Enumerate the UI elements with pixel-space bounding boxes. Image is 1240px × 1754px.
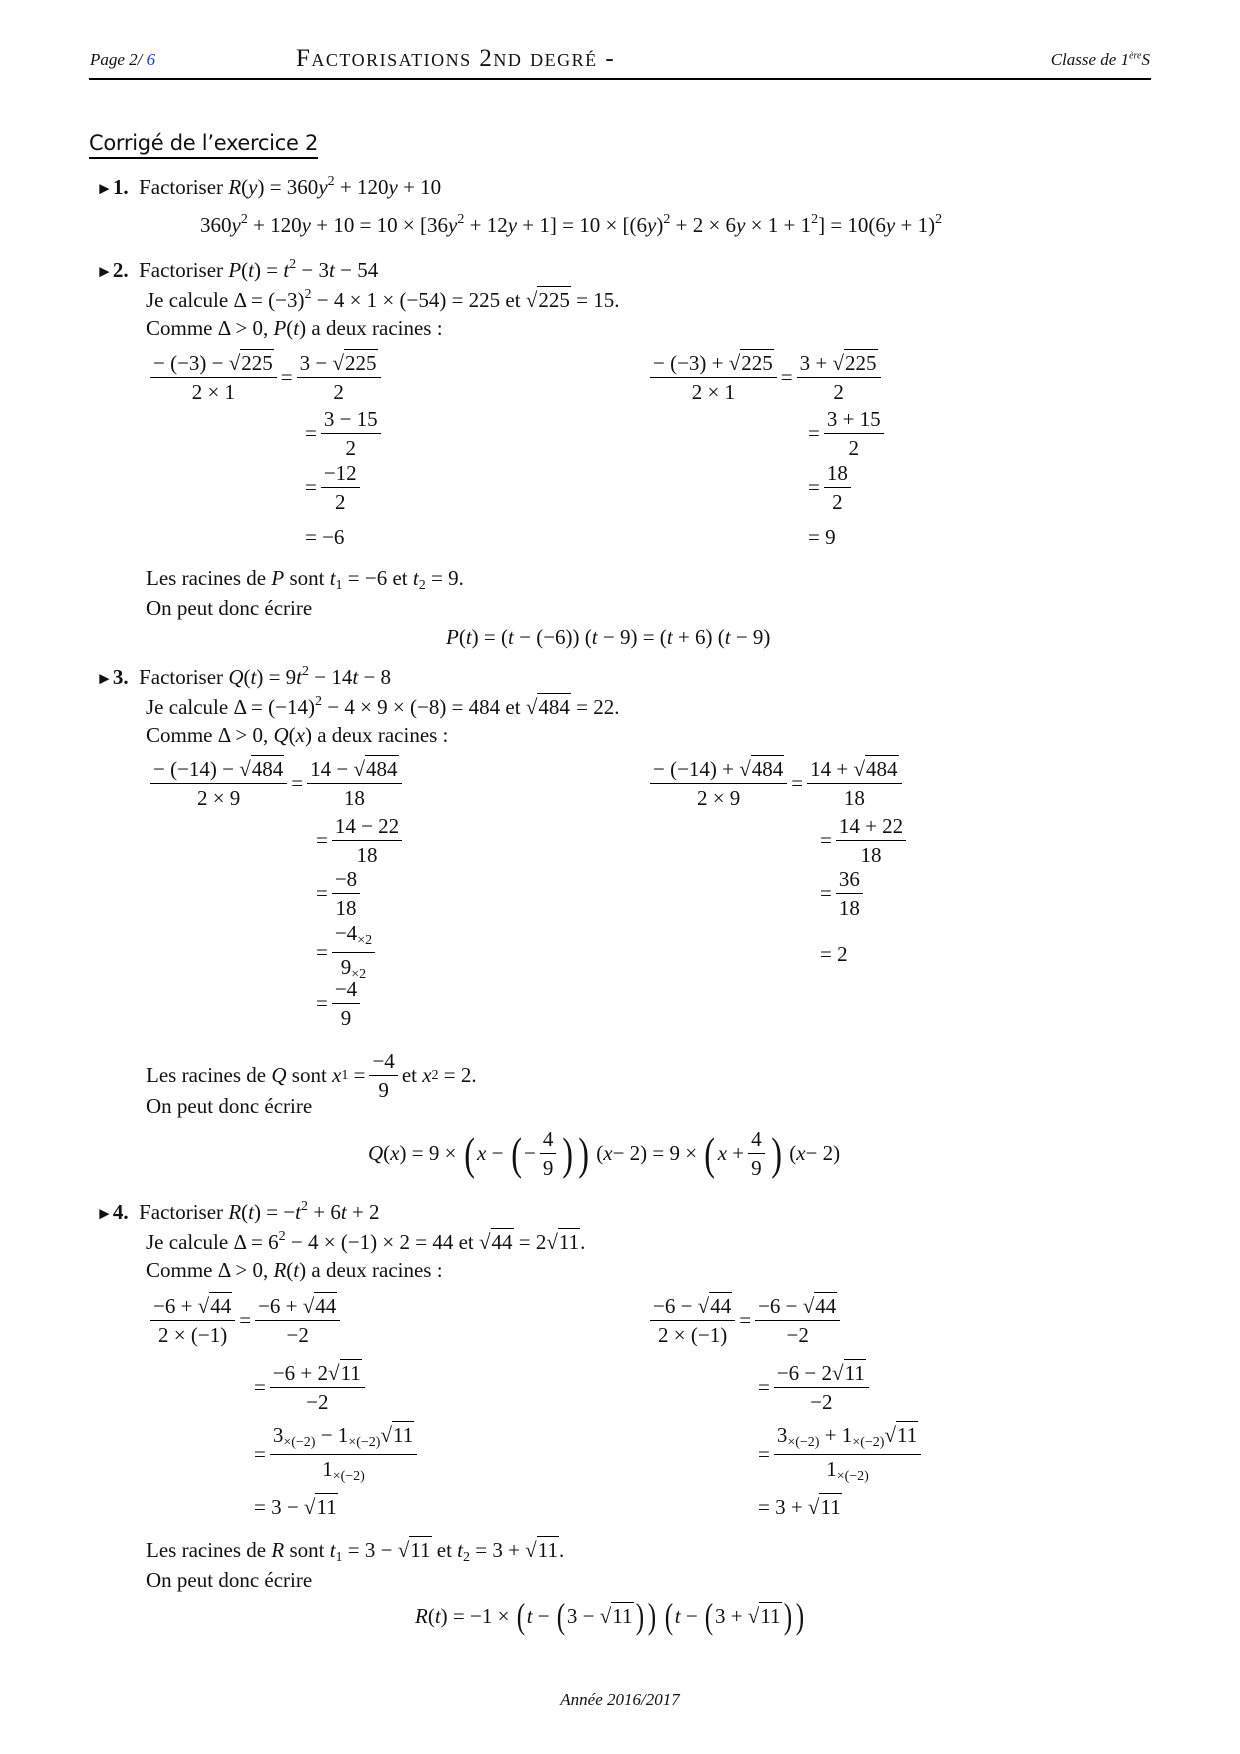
page-number: Page 2/ 6 <box>90 50 156 69</box>
item-2-root1-step: $\frac{- (-3) - √225}{2 \times 1}$ = $\frac{3 - √225}{2}$ <box>146 352 385 403</box>
item-3-root2-result: = 2 <box>820 942 848 966</box>
item-4-root1-step: = $\frac{-6 + 2√11}{-2}$ <box>254 1362 369 1413</box>
item-1-statement: ►1. Factoriser $R(y) = 360y^2 + 120y + 10$ <box>96 174 442 199</box>
page-total-link[interactable]: 6 <box>146 50 156 69</box>
item-3-result: Q ( x ) = 9 × ( x − ( − $\frac{4}{9}$ ) ) ( x − 2) = 9 × ( x + $\frac{4}{9}$ ) ( x − 2) <box>368 1127 841 1181</box>
item-3-root2-step: = $\frac{14 + 22}{18}$ <box>820 815 910 866</box>
item-3-root2-step: = $\frac{36}{18}$ <box>820 868 867 919</box>
triangle-bullet-icon: ► <box>96 262 113 281</box>
item-3-root1-step: = $\frac{14 - 22}{18}$ <box>316 815 406 866</box>
footer-year: Année 2016/2017 <box>560 1690 680 1709</box>
class-label: Classe de 1èreS <box>1050 50 1150 69</box>
item-3-root1-result: = $\frac{-4}{9}$ <box>316 978 364 1029</box>
item-3-root1-step: $\frac{- (-14) - √484}{2 \times 9}$ = $\frac{14 - √484}{18}$ <box>146 758 406 809</box>
item-3-statement: ►3. Factoriser $Q(t) = 9t^2 - 14t - 8$ <box>96 664 392 689</box>
item-4-root1-result: = 3 − √ 11 <box>254 1495 337 1519</box>
item-3-root1-step: = $\frac{-4_{\times 2}}{9_{\times 2}}$ <box>316 922 379 982</box>
item-2-conclusion-intro: On peut donc écrire <box>146 596 313 620</box>
triangle-bullet-icon: ► <box>96 179 113 198</box>
item-3-conclusion-intro: On peut donc écrire <box>146 1094 313 1118</box>
item-1-work: $360y^2 + 120y + 10 = 10 \times [36y^2 + 12y + 1] = 10 \times [(6y)^2 + 2 \times 6y \times 1 + 1^2] = 10(6y + 1)^2$ <box>200 212 943 237</box>
item-2-root2-result: = 9 <box>808 525 836 549</box>
item-2-delta: Je calcule $\Delta = (-3)^2 - 4 \times 1 \times (-54) = 225$ et √225 = 15. <box>146 287 620 312</box>
item-2-result: P(t) = (t − (−6)) (t − 9) = (t + 6) (t − 9) <box>446 625 771 649</box>
item-4-statement: ►4. Factoriser $R(t) = -t^2 + 6t + 2$ <box>96 1199 380 1224</box>
item-4-root1-step: = $\frac{3_{\times(-2)} - 1_{\times(-2)}√11}{1_{\times(-2)}}$ <box>254 1424 421 1484</box>
section-title: Corrigé de l’exercice 2 <box>89 131 318 159</box>
item-3-root2-step: $\frac{- (-14) + √484}{2 \times 9}$ = $\frac{14 + √484}{18}$ <box>646 758 906 809</box>
item-3-root1-step: = $\frac{-8}{18}$ <box>316 868 364 919</box>
item-2-sign: Comme Δ > 0, P(t) a deux racines : <box>146 316 443 340</box>
item-2-root2-step: = $\frac{18}{2}$ <box>808 462 855 513</box>
item-2-statement: ►2. Factoriser $P(t) = t^2 - 3t - 54$ <box>96 257 379 282</box>
item-2-roots: Les racines de P sont $t_1 = -6$ et $t_2 = 9$. <box>146 566 464 593</box>
item-3-delta: Je calcule $\Delta = (-14)^2 - 4 \times 9 \times (-8) = 484$ et √484 = 22. <box>146 694 620 719</box>
item-4-root1-step: $\frac{-6 + √44}{2 \times (-1)}$ = $\frac{-6 + √44}{-2}$ <box>146 1295 344 1346</box>
item-4-sign: Comme Δ > 0, R(t) a deux racines : <box>146 1258 443 1282</box>
header-rule <box>89 78 1151 80</box>
item-4-root2-step: $\frac{-6 - √44}{2 \times (-1)}$ = $\frac{-6 - √44}{-2}$ <box>646 1295 844 1346</box>
item-2-root1-result: = −6 <box>305 525 345 549</box>
item-2-root2-step: $\frac{- (-3) + √225}{2 \times 1}$ = $\frac{3 + √225}{2}$ <box>646 352 885 403</box>
item-4-conclusion-intro: On peut donc écrire <box>146 1568 313 1592</box>
item-2-root1-step: = $\frac{-12}{2}$ <box>305 462 364 513</box>
item-4-roots: Les racines de R sont $t_1 = 3 - √11$ et $t_2 = 3 + √11$. <box>146 1538 565 1565</box>
item-3-roots: Les racines de Q sont x 1 = $\frac{-4}{9}$ et x 2 = 2. <box>146 1049 477 1103</box>
document-title: Factorisations 2nd degré - <box>296 45 616 72</box>
triangle-bullet-icon: ► <box>96 1204 113 1223</box>
item-4-root2-result: = 3 + √ 11 <box>758 1495 841 1519</box>
item-4-root2-step: = $\frac{-6 - 2√11}{-2}$ <box>758 1362 873 1413</box>
item-4-root2-step: = $\frac{3_{\times(-2)} + 1_{\times(-2)}√11}{1_{\times(-2)}}$ <box>758 1424 925 1484</box>
triangle-bullet-icon: ► <box>96 669 113 688</box>
item-4-result: R ( t ) = −1 × ( t − ( 3 − √ 11 ) ) ( t − ( 3 + √ 11 ) ) <box>415 1596 804 1636</box>
item-marker: ►1. <box>96 175 129 199</box>
item-2-root2-step: = $\frac{3 + 15}{2}$ <box>808 408 888 459</box>
item-3-sign: Comme Δ > 0, Q(x) a deux racines : <box>146 723 449 747</box>
item-4-delta: Je calcule $\Delta = 6^2 - 4 \times (-1) \times 2 = 44$ et √44 = 2√11. <box>146 1229 586 1254</box>
item-2-root1-step: = $\frac{3 - 15}{2}$ <box>305 408 385 459</box>
